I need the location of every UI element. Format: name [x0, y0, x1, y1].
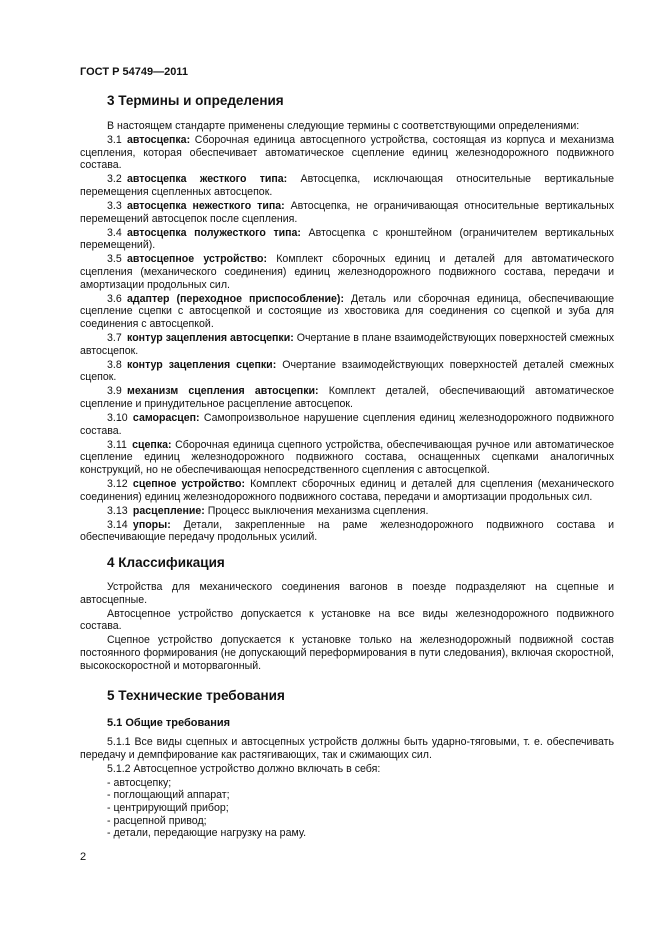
section-3-body [80, 120, 614, 546]
section-4-body [80, 581, 614, 674]
term-name: автосцепка нежесткого типа: [127, 200, 285, 213]
term-definition [80, 253, 614, 291]
term-text: Автосцепка, исключающая относительные вертикальные перемещения сцепленных автосцепок. [80, 173, 614, 198]
section-3-heading: 3 Термины и определения [107, 93, 284, 108]
term-name: упоры: [132, 518, 171, 531]
term-definition [80, 359, 614, 384]
term-text: Самопроизвольное нарушение сцепления единиц железнодорожного подвижного состава. [80, 412, 614, 437]
list-item: - расцепной привод; [107, 814, 207, 827]
term-text: Детали, закрепленные на раме железнодорожного подвижного состава и обеспечивающие передачу продольных усилий. [80, 518, 614, 544]
term-number: 3.5 [107, 253, 122, 266]
paragraph-5-1-2: 5.1.2 Автосцепное устройство должно включать в себя: [107, 762, 381, 775]
term-text: Сборочная единица автосцепного устройства, состоящая из корпуса и механизма сцепления, которая обеспечивает автоматическое сцепление единиц железнодорожного подвижного состава. [80, 134, 614, 172]
term-number: 3.4 [107, 226, 122, 239]
term-number: 3.10 [107, 412, 128, 425]
term-name: расцепление: [132, 504, 205, 517]
term-number: 3.9 [107, 385, 122, 398]
term-text: Автосцепка, не ограничивающая относительные вертикальных перемещений автосцепок после сцепления. [80, 200, 614, 225]
components-list [80, 777, 614, 840]
term-number: 3.11 [107, 438, 127, 451]
list-item: - автосцепку; [107, 776, 172, 789]
term-text: Очертание взаимодействующих поверхностей деталей смежных сцепок. [80, 358, 614, 384]
term-text: Автосцепка с кронштейном (ограничителем вертикальных перемещений). [80, 226, 614, 252]
term-text: Очертание в плане взаимодействующих поверхностей смежных автосцепок. [80, 332, 615, 357]
term-definition [80, 293, 614, 331]
section-5-body [80, 736, 614, 840]
term-definition [80, 505, 614, 518]
term-definition [80, 227, 614, 252]
term-text: Сборочная единица сцепного устройства, обеспечивающая ручное или автоматическое сцепление единиц железнодорожного подвижного состава, оснащенных сцепками аналогичных конструкций, но не обеспечивающая непосредственного сцепления с автосцепкой. [80, 438, 614, 476]
term-definition [80, 385, 614, 410]
section-5-heading: 5 Технические требования [107, 688, 285, 703]
term-number: 3.6 [107, 292, 122, 305]
term-text: Комплект деталей, обеспечивающий автоматическое сцепление и принудительное расцепление автосцепок. [80, 385, 614, 410]
term-definition [80, 173, 614, 198]
term-number: 3.2 [107, 173, 122, 186]
term-name: саморасцеп: [132, 412, 200, 425]
term-definition [80, 332, 614, 357]
subsection-5-1-heading: 5.1 Общие требования [107, 717, 231, 729]
term-number: 3.13 [107, 504, 128, 517]
term-name: сцепное устройство: [132, 478, 246, 491]
term-number: 3.14 [107, 518, 128, 531]
section-4-heading: 4 Классификация [107, 555, 225, 570]
page-number: 2 [80, 851, 87, 863]
term-number: 3.8 [107, 358, 122, 371]
term-definition [80, 134, 614, 172]
term-name: сцепка: [132, 438, 172, 451]
term-definition [80, 478, 614, 503]
term-name: автосцепка: [127, 134, 191, 147]
term-name: адаптер (переходное приспособление): [127, 292, 344, 305]
term-name: механизм сцепления автосцепки: [127, 385, 319, 398]
term-number: 3.7 [107, 332, 122, 344]
term-name: автосцепное устройство: [127, 253, 267, 266]
term-text: Комплект сборочных единиц и деталей для сцепления (механического соединения) единиц железнодорожного подвижного состава, передачи и амортизации продольных сил. [80, 478, 614, 503]
list-item: - детали, передающие нагрузку на раму. [107, 827, 307, 840]
term-number: 3.1 [107, 134, 122, 147]
term-name: контур зацепления автосцепки: [127, 332, 294, 344]
term-name: автосцепка жесткого типа: [127, 173, 288, 186]
term-definition [80, 412, 614, 437]
section-4-paragraph: Сцепное устройство допускается к установке только на железнодорожный подвижной состав постоянного формирования (не допускающий переформирования в пути следования), включая скоростной, высокоскоростной и моторвагонный. [80, 634, 614, 672]
term-name: контур зацепления сцепки: [127, 358, 277, 371]
term-name: автосцепка полужесткого типа: [127, 226, 301, 239]
term-number: 3.12 [107, 478, 128, 491]
list-item: - поглощающий аппарат; [107, 789, 230, 802]
term-text: Деталь или сборочная единица, обеспечивающие сцепление сцепки с автосцепкой и состоящие из хвостовика для соединения со сцепкой и зуба для соединения с автосцепкой. [80, 292, 614, 330]
section-4-paragraph: Устройства для механического соединения вагонов в поезде подразделяют на сцепные и автосцепные. [80, 581, 614, 606]
term-definition [80, 200, 614, 225]
term-definition [80, 519, 614, 544]
document-code: ГОСТ Р 54749—2011 [80, 66, 188, 78]
section-4-paragraph: Автосцепное устройство допускается к установке на все виды железнодорожного подвижного состава. [80, 607, 614, 633]
term-definition [80, 439, 614, 477]
paragraph-5-1-1: 5.1.1 Все виды сцепных и автосцепных устройств должны быть ударно-тяговыми, т. е. обеспечивать передачу и демпфирование как растягивающих, так и сжимающих сил. [80, 736, 614, 761]
term-number: 3.3 [107, 200, 122, 213]
terms-list [80, 134, 614, 544]
term-text: Процесс выключения механизма сцепления. [207, 504, 429, 517]
list-item: - центрирующий прибор; [107, 801, 229, 814]
section-3-intro: В настоящем стандарте применены следующие термины с соответствующими определениями: [107, 120, 580, 132]
term-text: Комплект сборочных единиц и деталей для автоматического сцепления (механического соединения) единиц железнодорожного подвижного состава, передачи и амортизации продольных сил. [80, 253, 614, 291]
